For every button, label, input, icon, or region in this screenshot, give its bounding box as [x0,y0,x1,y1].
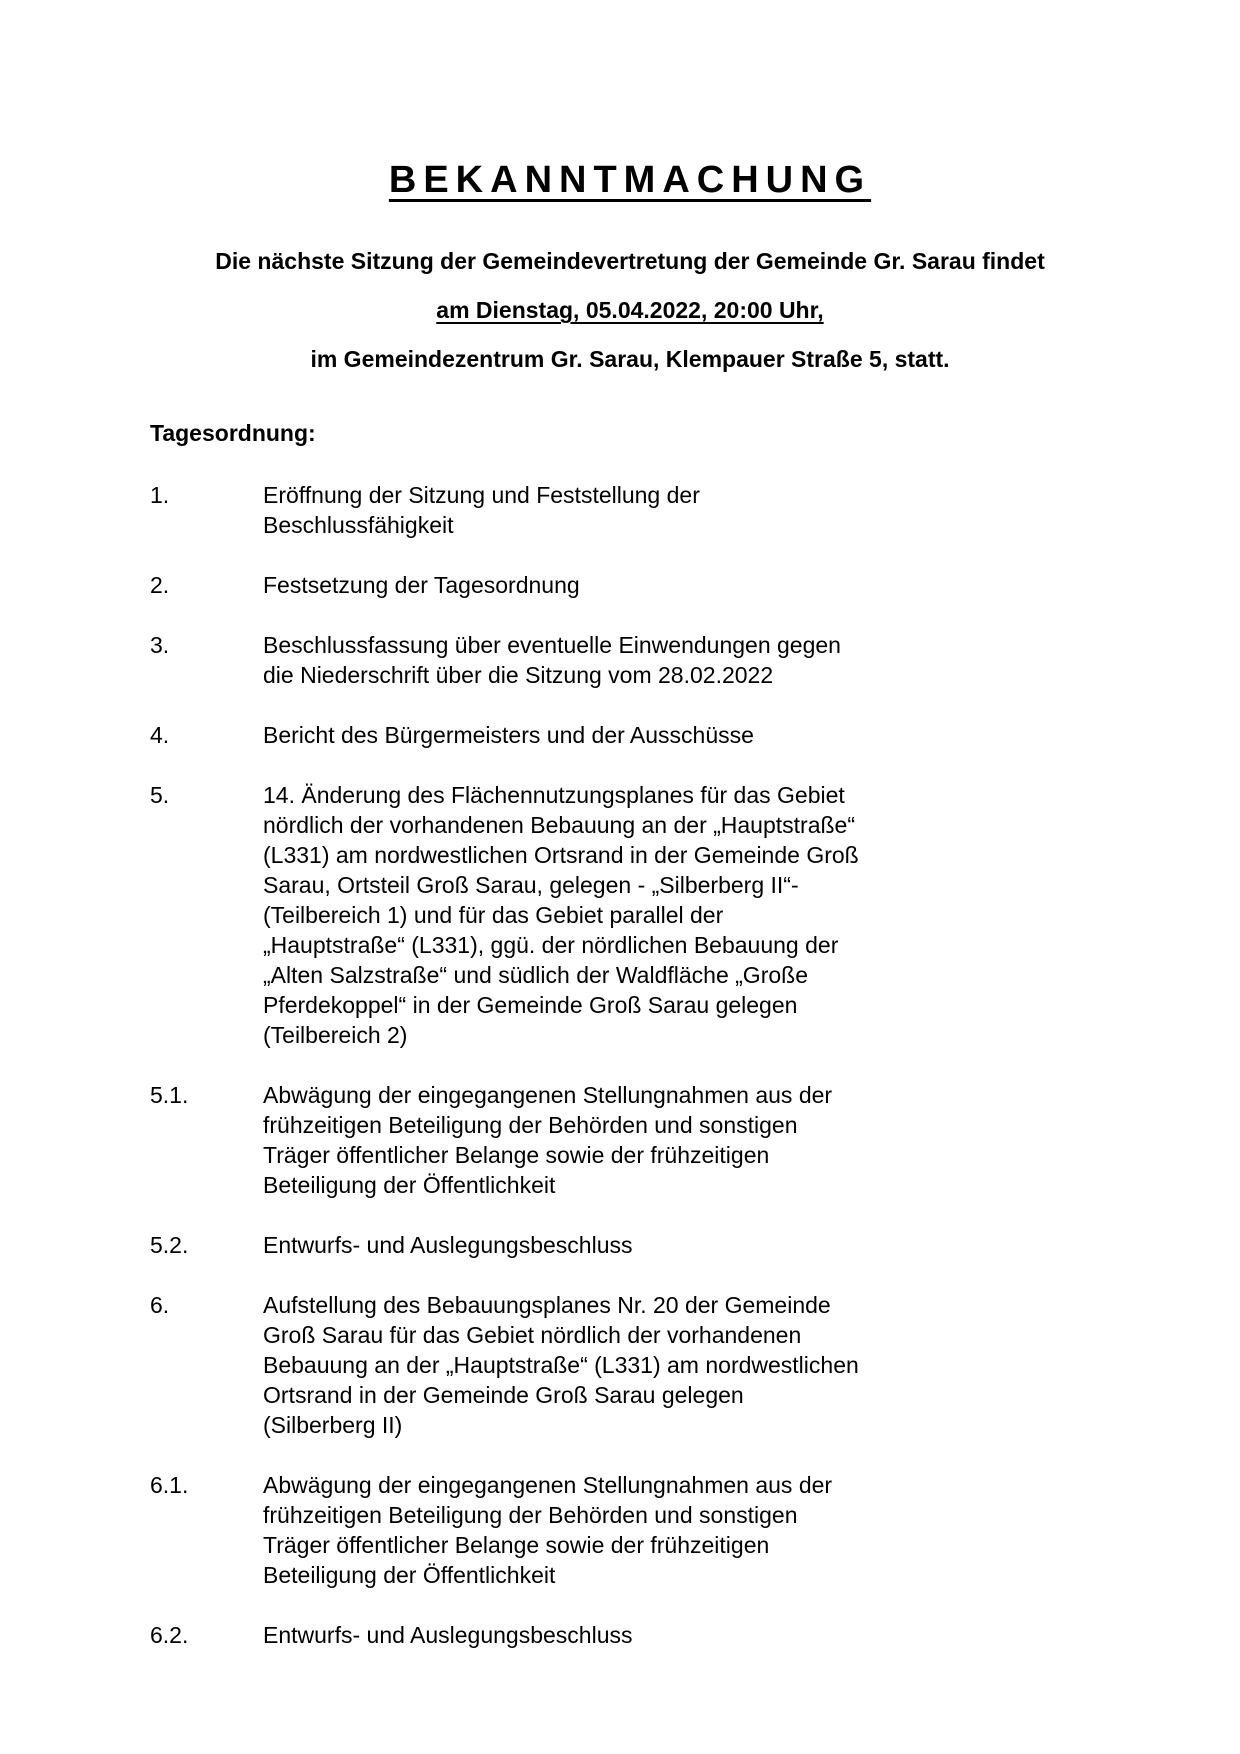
agenda-item-4 [150,720,1110,750]
agenda-item-5-1 [150,1080,1110,1200]
agenda-item-text: Entwurfs- und Auslegungsbeschluss [263,1622,633,1648]
agenda-item-number: 2. [150,572,170,598]
agenda-item-number: 5.2. [150,1232,189,1258]
agenda-item-2 [150,570,1110,600]
agenda-item-text: Entwurfs- und Auslegungsbeschluss [263,1232,633,1258]
agenda-item-number: 6.1. [150,1472,189,1498]
agenda-item-number: 4. [150,722,170,748]
agenda-item-6-2 [150,1620,1110,1650]
agenda-item-text: Beschlussfassung über eventuelle Einwendungen gegen die Niederschrift über die Sitzung vom 28.02.2022 [263,632,841,688]
agenda-item-number: 5.1. [150,1082,189,1108]
agenda-item-number: 3. [150,632,170,658]
agenda-item-text: Eröffnung der Sitzung und Feststellung der Beschlussfähigkeit [263,482,700,538]
document-title: BEKANNTMACHUNG [388,159,872,201]
agenda-item-text: Abwägung der eingegangenen Stellungnahmen aus der frühzeitigen Beteiligung der Behörden und sonstigen Träger öffentlicher Belange sowie der frühzeitigen Beteiligung der Öffentlichkeit [263,1472,833,1588]
agenda-item-text: Abwägung der eingegangenen Stellungnahmen aus der frühzeitigen Beteiligung der Behörden und sonstigen Träger öffentlicher Belange sowie der frühzeitigen Beteiligung der Öffentlichkeit [263,1082,833,1198]
agenda-item-text: Festsetzung der Tagesordnung [263,572,580,598]
agenda-heading: Tagesordnung: [150,420,316,446]
agenda-item-number: 6. [150,1292,170,1318]
agenda-list [150,480,1110,1650]
agenda-item-5 [150,780,1110,1050]
intro-line-1: Die nächste Sitzung der Gemeindevertretung der Gemeinde Gr. Sarau findet [215,248,1045,274]
agenda-item-3 [150,630,1110,690]
agenda-item-number: 6.2. [150,1622,189,1648]
intro-line-2-date-time: am Dienstag, 05.04.2022, 20:00 Uhr, [436,297,824,323]
agenda-item-1 [150,480,1110,540]
agenda-item-text: 14. Änderung des Flächennutzungsplanes für das Gebiet nördlich der vorhandenen Bebauung an der „Hauptstraße“ (L331) am nordwestlichen Ortsrand in der Gemeinde Groß Sarau, Ortsteil Groß Sarau, gelegen - „Silberberg II“- (Teilbereich 1) und für das Gebiet parallel der „Hauptstraße“ (L331), ggü. der nördlichen Bebauung der „Alten Salzstraße“ und südlich der Waldfläche „Große Pferdekoppel“ in der Gemeinde Groß Sarau gelegen (Teilbereich 2) [263,782,859,1048]
agenda-item-6-1 [150,1470,1110,1590]
agenda-item-number: 5. [150,782,170,808]
intro-line-3-location: im Gemeindezentrum Gr. Sarau, Klempauer Straße 5, statt. [310,346,950,372]
agenda-item-text: Aufstellung des Bebauungsplanes Nr. 20 der Gemeinde Groß Sarau für das Gebiet nördlich der vorhandenen Bebauung an der „Hauptstraße“ (L331) am nordwestlichen Ortsrand in der Gemeinde Groß Sarau gelegen (Silberberg II) [263,1292,859,1438]
agenda-item-text: Bericht des Bürgermeisters und der Ausschüsse [263,722,754,748]
agenda-item-5-2 [150,1230,1110,1260]
agenda-item-6 [150,1290,1110,1440]
agenda-item-number: 1. [150,482,170,508]
